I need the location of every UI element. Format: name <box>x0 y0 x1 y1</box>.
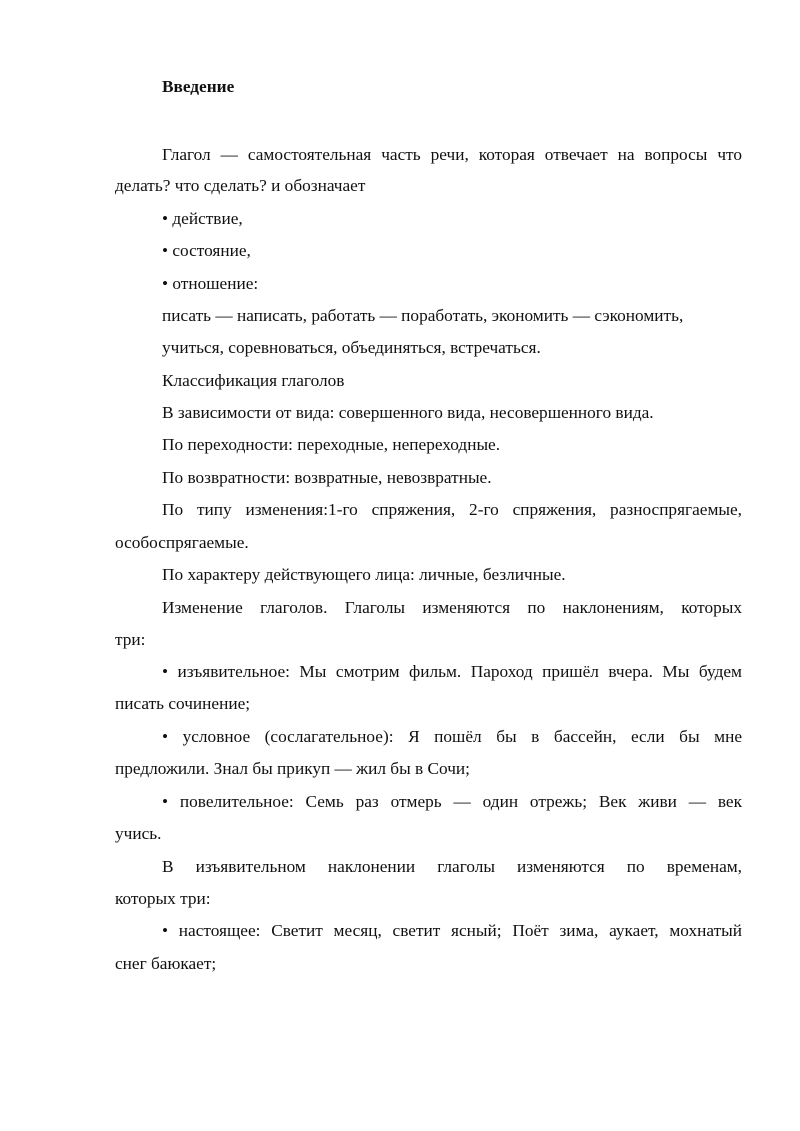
text-line: писать — написать, работать — поработать, экономить — сэкономить, <box>162 306 684 325</box>
text-line: Классификация глаголов <box>162 371 345 390</box>
bullet-item: • повелительное: Семь раз отмерь — один отрежь; Век живи — век <box>162 792 742 811</box>
bullet-item: • настоящее: Светит месяц, светит ясный; Поёт зима, аукает, мохнатый <box>162 921 742 940</box>
text-line: По переходности: переходные, непереходные. <box>162 435 501 454</box>
text-line: учись. <box>115 824 162 843</box>
bullet-item: • изъявительное: Мы смотрим фильм. Пароход пришёл вчера. Мы будем <box>162 662 742 681</box>
bullet-item: • действие, <box>162 209 243 228</box>
text-line: По типу изменения:1-го спряжения, 2-го спряжения, разноспрягаемые, <box>162 500 742 519</box>
text-line: писать сочинение; <box>115 694 251 713</box>
text-line: учиться, соревноваться, объединяться, встречаться. <box>162 338 541 357</box>
bullet-item: • условное (сослагательное): Я пошёл бы в бассейн, если бы мне <box>162 727 742 746</box>
text-line: В зависимости от вида: совершенного вида, несовершенного вида. <box>162 403 654 422</box>
text-line: особоспрягаемые. <box>115 533 249 552</box>
text-line: Изменение глаголов. Глаголы изменяются по наклонениям, которых <box>162 598 742 617</box>
section-title: Введение <box>162 77 235 96</box>
text-line: Глагол — самостоятельная часть речи, которая отвечает на вопросы что <box>162 145 742 164</box>
bullet-item: • состояние, <box>162 241 251 260</box>
bullet-item: • отношение: <box>162 274 259 293</box>
text-line: которых три: <box>115 889 211 908</box>
text-line: снег баюкает; <box>115 954 217 973</box>
text-line: три: <box>115 630 146 649</box>
text-line: делать? что сделать? и обозначает <box>115 176 366 195</box>
text-line: По возвратности: возвратные, невозвратные. <box>162 468 492 487</box>
text-line: По характеру действующего лица: личные, безличные. <box>162 565 566 584</box>
text-line: предложили. Знал бы прикуп — жил бы в Сочи; <box>115 759 470 778</box>
text-line: В изъявительном наклонении глаголы изменяются по временам, <box>162 857 742 876</box>
